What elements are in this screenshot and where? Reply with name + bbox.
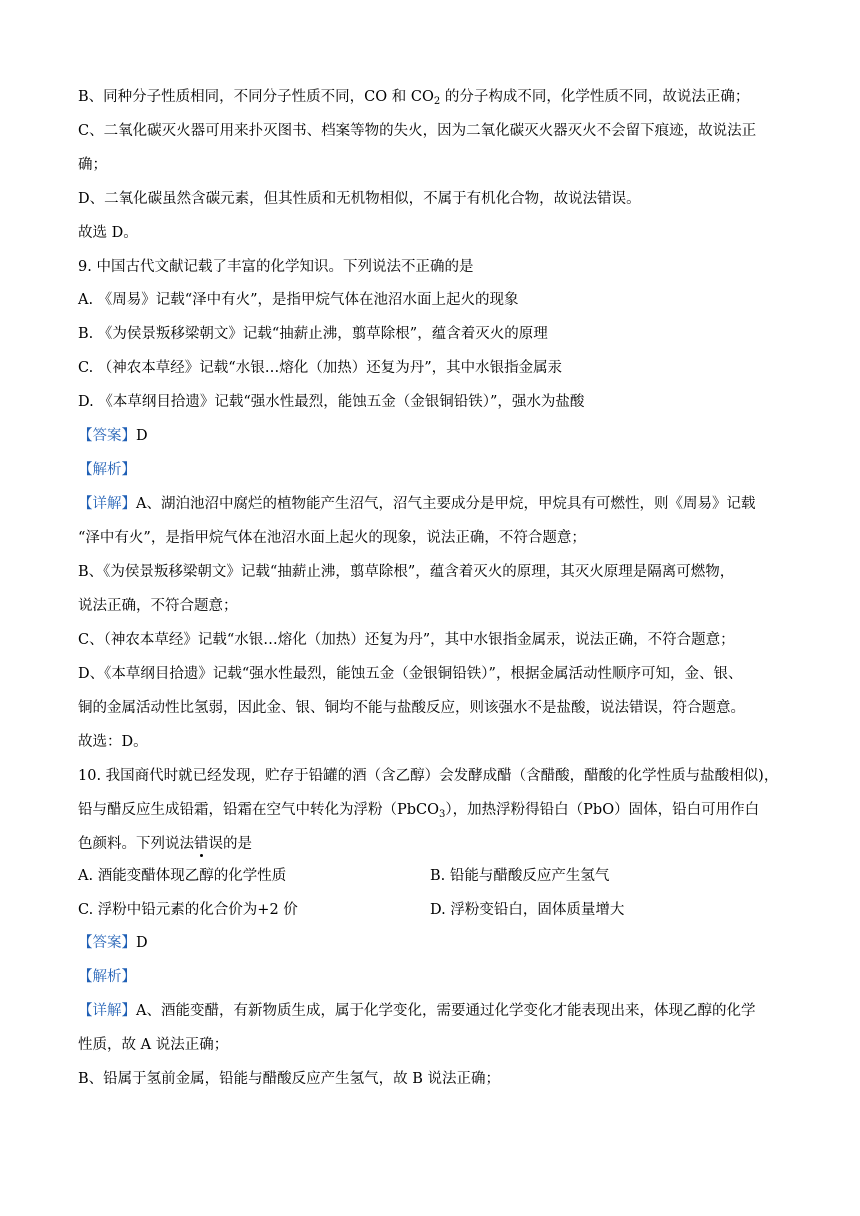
question-10-options-row-2: [78, 900, 790, 920]
analysis-9-tag: 【解析】: [78, 462, 136, 478]
question-10-stem: 10. 我国商代时就已经发现，贮存于铅罐的酒（含乙醇）会发酵成醋（含醋酸，醋酸的化学性质与盐酸相似)，: [78, 768, 779, 784]
text-line: “泽中有火”，是指甲烷气体在池沼水面上起火的现象，说法正确，不符合题意；: [78, 530, 586, 546]
text-line: D、《本草纲目拾遗》记载“强水性最烈，能蚀五金（金银铜铅铁）”，根据金属活动性顺序可知，金、银、: [78, 666, 743, 682]
question-9-option-c: C. （神农本草经》记载“水银…熔化（加热）还复为丹”，其中水银指金属汞: [78, 360, 563, 376]
question-9-option-a: A. 《周易》记载“泽中有火”，是指甲烷气体在池沼水面上起火的现象: [78, 292, 519, 308]
text-line: B、《为侯景叛移梁朝文》记载“抽薪止沸，翦草除根”，蕴含着灭火的原理，其灭火原理是隔离可燃物，: [78, 564, 735, 580]
text-line: 确；: [78, 157, 107, 173]
text-line: 铜的金属活动性比氢弱，因此金、银、铜均不能与盐酸反应，则该强水不是盐酸，说法错误，符合题意。: [78, 700, 745, 716]
text-line: 说法正确，不符合题意；: [78, 598, 238, 614]
text-line: 色颜料。下列说法错误的是: [78, 836, 252, 852]
answer-10: 【答案】D: [78, 935, 148, 951]
emphasis-dot-char: 错: [194, 836, 209, 852]
text-line: B、铅属于氢前金属，铅能与醋酸反应产生氢气，故 B 说法正确；: [78, 1071, 501, 1087]
text-line: 性质，故 A 说法正确；: [78, 1037, 229, 1053]
question-9-option-d: D. 《本草纲目拾遗》记载“强水性最烈，能蚀五金（金银铜铅铁）”，强水为盐酸: [78, 394, 585, 410]
answer-9: 【答案】D: [78, 428, 148, 444]
answer-tag: 【答案】: [78, 428, 136, 444]
text-line: B、同种分子性质相同，不同分子性质不同，CO 和 $CO_2$ 的分子构成不同，化学性质不同，故说法正确；: [78, 89, 750, 107]
analysis-10-tag: 【解析】: [78, 969, 136, 985]
question-9-option-b: B. 《为侯景叛移梁朝文》记载“抽薪止沸，翦草除根”，蕴含着灭火的原理: [78, 326, 548, 342]
text-line: 故选 D。: [78, 225, 138, 241]
detail-10: 【详解】A、酒能变醋，有新物质生成，属于化学变化，需要通过化学变化才能表现出来，体现乙醇的化学: [78, 1003, 756, 1019]
question-10-option-b: B. 铅能与醋酸反应产生氢气: [430, 868, 610, 884]
text-line: 铅与醋反应生成铅霜，铅霜在空气中转化为浮粉（PbCO$_3$），加热浮粉得铅白（PbO）固体，铅白可用作白: [78, 802, 760, 820]
question-10-option-a: A. 酒能变醋体现乙醇的化学性质: [78, 868, 287, 884]
text-line: 故选：D。: [78, 734, 148, 750]
question-9-stem: 9. 中国古代文献记载了丰富的化学知识。下列说法不正确的是: [78, 259, 474, 275]
question-10-options-row-1: [78, 866, 790, 886]
question-10-option-c: C. 浮粉中铅元素的化合价为+2 价: [78, 902, 298, 918]
text-line: C、二氧化碳灭火器可用来扑灭图书、档案等物的失火，因为二氧化碳灭火器灭火不会留下痕迹，故说法正: [78, 123, 757, 139]
detail-tag: 【详解】: [78, 496, 136, 512]
text-line: C、（神农本草经》记载“水银…熔化（加热）还复为丹”，其中水银指金属汞，说法正确，不符合题意；: [78, 632, 735, 648]
text-line: D、二氧化碳虽然含碳元素，但其性质和无机物相似，不属于有机化合物，故说法错误。: [78, 191, 641, 207]
detail-tag: 【详解】: [78, 1003, 136, 1019]
answer-tag: 【答案】: [78, 935, 136, 951]
detail-9: 【详解】A、湖泊池沼中腐烂的植物能产生沼气，沼气主要成分是甲烷，甲烷具有可燃性，则《周易》记载: [78, 496, 756, 512]
question-10-option-d: D. 浮粉变铅白，固体质量增大: [430, 902, 625, 918]
